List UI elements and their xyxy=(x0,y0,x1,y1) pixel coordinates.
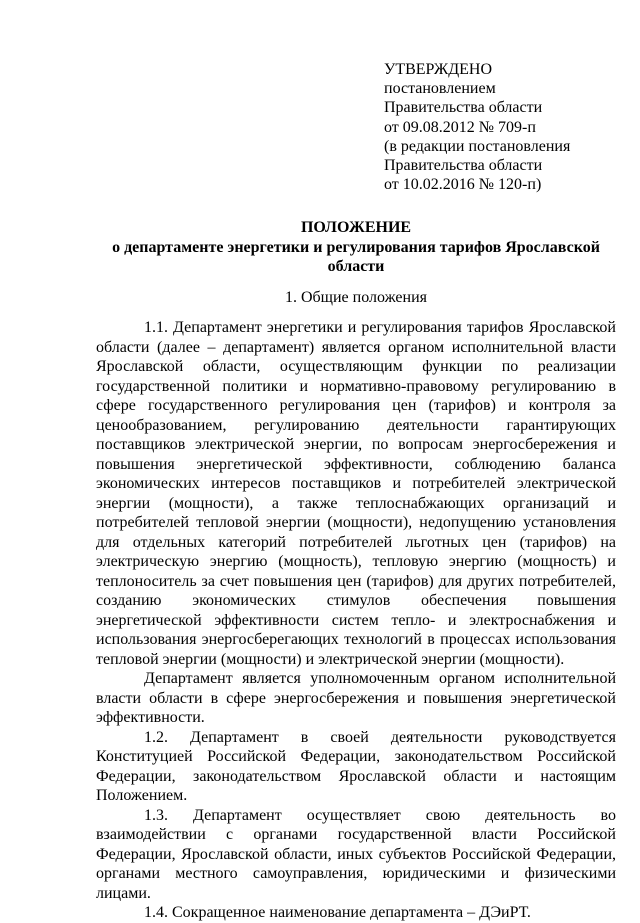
paragraph: 1.1. Департамент энергетики и регулирования тарифов Ярославской области (далее – департамент) является органом исполнительной власти Ярославской области, осуществляющим функции по реализации государственной политики и нормативно-правовому регулированию в сфере государственного регулирования цен (тарифов) и контроля за ценообразованием, регулированию деятельности гарантирующих поставщиков электрической энергии, по вопросам энергосбережения и повышения энергетической эффективности, соблюдению баланса экономических интересов поставщиков и потребителей электрической энергии (мощности), а также теплоснабжающих организаций и потребителей тепловой энергии (мощности), недопущению установления для отдельных категорий потребителей льготных цен (тарифов) на электрическую энергию (мощность), тепловую энергию (мощность) и теплоноситель за счет повышения цен (тарифов) для других потребителей, созданию экономических стимулов обеспечения повышения энергетической эффективности систем тепло- и электроснабжения и использования энергосберегающих технологий в процессах использования тепловой энергии (мощности) и электрической энергии (мощности). xyxy=(96,319,616,668)
paragraph: 1.2. Департамент в своей деятельности руководствуется Конституцией Российской Федерации, законодательством Российской Федерации, законодательством Ярославской области и настоящим Положением. xyxy=(96,728,616,804)
document-title: ПОЛОЖЕНИЕ xyxy=(300,219,412,236)
section-title: 1. Общие положения xyxy=(284,289,428,306)
document-body xyxy=(96,318,616,923)
approval-line: от 09.08.2012 № 709-п xyxy=(384,118,536,136)
approval-line: постановлением xyxy=(384,80,496,98)
approval-line: Правительства области xyxy=(384,157,543,175)
approval-line: от 10.02.2016 № 120-п) xyxy=(384,176,542,194)
paragraph: 1.4. Сокращенное наименование департамента – ДЭиРТ. xyxy=(144,904,531,921)
approval-line: УТВЕРЖДЕНО xyxy=(384,61,493,78)
approval-stamp xyxy=(384,60,570,194)
approval-line: Правительства области xyxy=(384,99,543,117)
paragraph: 1.3. Департамент осуществляет свою деятельность во взаимодействии с органами государственной власти Российской Федерации, Ярославской области, иных субъектов Российской Федерации, органами местного самоуправления, юридическими и физическими лицами. xyxy=(96,806,616,902)
paragraph: Департамент является уполномоченным органом исполнительной власти области в сфере энергосбережения и повышения энергетической эффективности. xyxy=(96,670,616,726)
document-subtitle: о департаменте энергетики и регулирования тарифов Ярославской области xyxy=(112,238,600,275)
approval-line: (в редакции постановления xyxy=(384,137,571,155)
document-heading xyxy=(96,218,616,277)
